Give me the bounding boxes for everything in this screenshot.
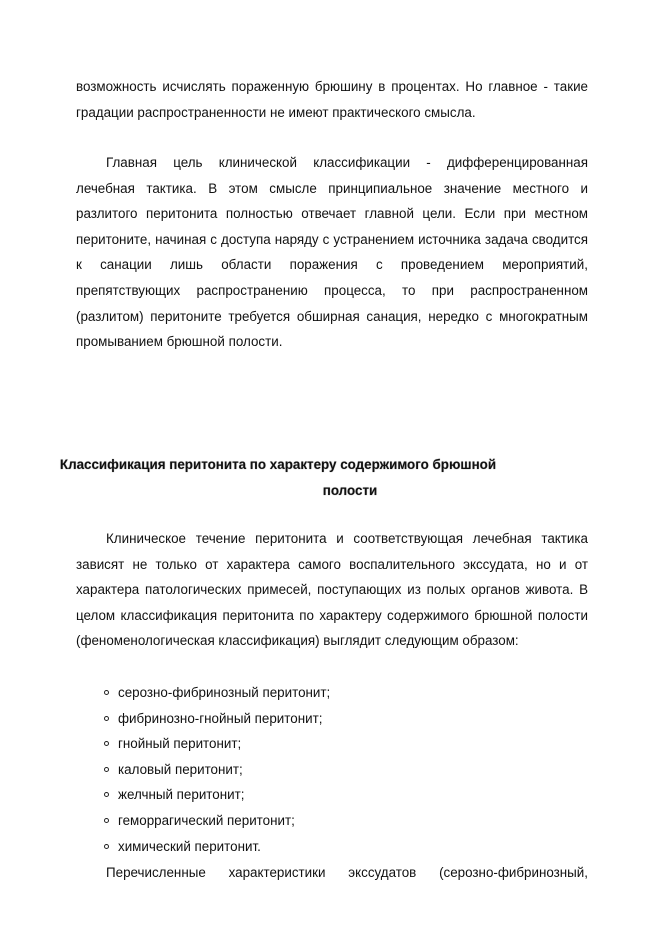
paragraph-clinical-course: Клиническое течение перитонита и соответствующая лечебная тактика зависят не только от характера самого воспалительного экссудата, но и от характера патологических примесей, поступающих из полых органов живота. В целом классификация перитонита по характеру содержимого брюшной полости (феноменологическая классификация) выглядит следующим образом:	[76, 531, 588, 649]
bullet-icon	[104, 741, 109, 746]
list-item	[76, 757, 588, 783]
bullet-icon	[104, 818, 109, 823]
section-heading-line-2: полости	[322, 483, 378, 498]
bullet-icon	[104, 792, 109, 797]
list-item	[76, 808, 588, 834]
list-item-text: каловый перитонит;	[118, 761, 243, 777]
list-item	[76, 706, 588, 732]
bullet-icon	[104, 716, 109, 721]
section-heading-line-1: Классификация перитонита по характеру содержимого брюшной	[59, 457, 497, 472]
paragraph-exudate-characteristics: Перечисленные характеристики экссудатов (серозно-фибринозный,	[106, 865, 588, 880]
list-item	[76, 731, 588, 757]
bullet-icon	[104, 690, 109, 695]
section-heading	[8, 452, 648, 504]
list-item-text: фибринозно-гнойный перитонит;	[118, 710, 323, 726]
list-item-text: геморрагический перитонит;	[118, 812, 295, 828]
list-item-text: серозно-фибринозный перитонит;	[118, 685, 331, 700]
paragraph-main-goal: Главная цель клинической классификации - дифференцированная лечебная тактика. В этом смысле принципиальное значение местного и разлитого перитонита полностью отвечает главной цели. Если при местном перитоните, начиная с доступа наряду с устранением источника задача сводится к санации лишь области поражения с проведением мероприятий, препятствующих распространению процесса, то при распространенном (разлитом) перитоните требуется обширная санация, нередко с многократным промыванием брюшной полости.	[76, 155, 588, 350]
list-item-text: желчный перитонит;	[118, 787, 245, 803]
peritonitis-type-list	[76, 680, 588, 859]
list-item-text: гнойный перитонит;	[118, 736, 242, 752]
bullet-icon	[104, 844, 109, 849]
list-item	[76, 782, 588, 808]
bullet-icon	[104, 767, 109, 772]
list-item	[76, 680, 588, 706]
list-item-text: химический перитонит.	[118, 838, 261, 854]
list-item	[76, 834, 588, 860]
paragraph-intro: возможность исчислять пораженную брюшину в процентах. Но главное - такие градации распространенности не имеют практического смысла.	[76, 79, 588, 120]
